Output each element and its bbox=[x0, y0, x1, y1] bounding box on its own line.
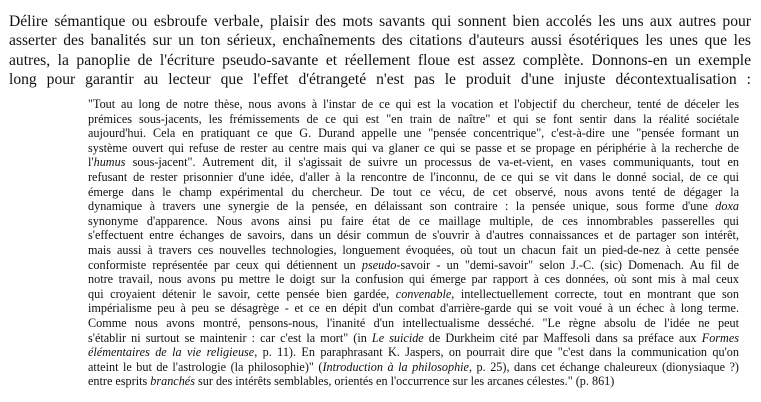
quote-line bbox=[88, 345, 739, 360]
quote-text: atteint le but de l'astrologie (la philosophie)" ( bbox=[88, 359, 323, 374]
intro-line: autres, la panoplie de l'écriture pseudo-savante et réellement floue est assez complète. Donnons-en un exemple bbox=[9, 51, 751, 69]
quote-italic: branchés bbox=[150, 374, 195, 389]
intro-line: asserter des banalités sur un ton sérieux, enchaînements des citations d'auteurs aussi ésotériques les unes que les bbox=[9, 32, 751, 50]
quote-line: s'effectuent entre échanges de savoirs, dans un désir commun de s'ouvrir à d'autres connaissances et de partager son intérêt, bbox=[88, 228, 739, 243]
quote-line bbox=[88, 287, 739, 302]
quote-text: dynamique à travers une synergie de la pensée, en délaissant son contraire : la pensée unique, sous forme d'une bbox=[88, 199, 716, 214]
quote-text: conformiste représentée par ceux qui détiennent un bbox=[88, 257, 362, 272]
quote-line: mais aussi à travers ces nouvelles technologies, longuement évoquées, où tout un chacun fait un pied-de-nez à cette pensée bbox=[88, 242, 739, 257]
quote-line bbox=[88, 199, 739, 214]
quote-line: notre travail, nous avons pu mettre le doigt sur la confusion qui émerge par rapport à ces données, où sont mis à mal ceux bbox=[88, 272, 739, 287]
intro-paragraph bbox=[9, 12, 751, 89]
quote-line: impérialisme peu à peu se désagrège - et ce en dépit d'un combat d'arrière-garde qui se voit voué à un échec à long terme. bbox=[88, 301, 739, 316]
quote-text: s'établir ni surtout se maintenir : car c'est la mort" (in bbox=[88, 330, 372, 345]
quote-line: "Tout au long de notre thèse, nous avons à l'instar de ce qui est la vocation et l'objectif du chercheur, tenté de déceler les bbox=[88, 97, 739, 111]
quote-text: , intellectuellement correcte, tout en montrant que son bbox=[451, 286, 739, 301]
quote-text: -savoir - un "demi-savoir" selon J.-C. (sic) Domenach. Au fil de bbox=[396, 257, 739, 272]
quote-line: synonyme d'apparence. Nous avons ainsi pu faire état de ce maillage multiple, de ces innombrables passerelles qui bbox=[88, 213, 739, 228]
quote-line bbox=[88, 155, 739, 170]
quote-line: émerge dans le champ expérimental du chercheur. De tout ce vécu, de cet observé, nous avons tenté de dégager la bbox=[88, 184, 739, 199]
quote-line: système ouvert qui refuse de rester au centre mais qui va glaner ce qui se passe et se propage en périphérie à la recherche de bbox=[88, 140, 739, 155]
quote-line bbox=[88, 331, 739, 346]
quote-line bbox=[88, 360, 739, 375]
quote-italic: pseudo bbox=[361, 257, 397, 272]
quote-italic: élémentaires de la vie religieuse bbox=[88, 345, 255, 360]
quote-italic: Introduction à la philosophie bbox=[322, 359, 469, 374]
quote-italic: Formes bbox=[701, 330, 739, 345]
quote-line: aujourd'hui. Cela en pratiquant ce que G. Durand appelle une "pensée concentrique", c'est-à-dire une "pensée formant un bbox=[88, 126, 739, 141]
quote-text: , p. 11). En paraphrasant K. Jaspers, on pourrait dire que "c'est dans la communication qu'on bbox=[254, 345, 739, 360]
quote-line bbox=[88, 258, 739, 273]
quote-italic: humus bbox=[93, 155, 126, 170]
quote-italic: Le suicide bbox=[371, 330, 424, 345]
quote-text: entre esprits bbox=[88, 374, 151, 389]
quote-text: qui croyaient détenir le savoir, cette pensée bien gardée, bbox=[88, 286, 396, 301]
quote-line: refusant de rester prisonnier d'une idée, d'aller à la rencontre de l'inconnu, de ce qui se vit dans le donné social, de ce qui bbox=[88, 169, 739, 184]
quote-text: sur des intérêts semblables, orientés en l'occurrence sur les arcanes célestes." (p. 861) bbox=[194, 374, 615, 389]
block-quote bbox=[88, 97, 739, 389]
quote-italic: doxa bbox=[715, 199, 739, 214]
quote-line: prémices sous-jacents, les frémissements de ce qui est "en train de naître" et qui se font sentir dans la réalité sociétale bbox=[88, 111, 739, 126]
quote-line: Comme nous avons montré, pensons-nous, l'inanité d'un intellectualisme desséché. "Le règne absolu de l'idée ne peut bbox=[88, 315, 739, 330]
quote-text: de Durkheim cité par Maffesoli dans sa préface aux bbox=[423, 330, 702, 345]
intro-line: Délire sémantique ou esbroufe verbale, plaisir des mots savants qui sonnent bien accolés les uns aux autres pour bbox=[9, 13, 751, 30]
quote-text: , p. 25), dans cet échange chaleureux (dionysiaque ?) bbox=[468, 359, 739, 374]
intro-line: long pour garantir au lecteur que l'effet d'étrangeté n'est pas le produit d'une injuste décontextualisation : bbox=[9, 70, 751, 88]
quote-text: l' bbox=[88, 155, 94, 170]
quote-line bbox=[88, 374, 739, 389]
quote-text: sous-jacent". Autrement dit, il s'agissait de suivre un processus de va-et-vient, en vases communiquants, tout en bbox=[125, 155, 739, 170]
quote-italic: convenable bbox=[395, 286, 452, 301]
